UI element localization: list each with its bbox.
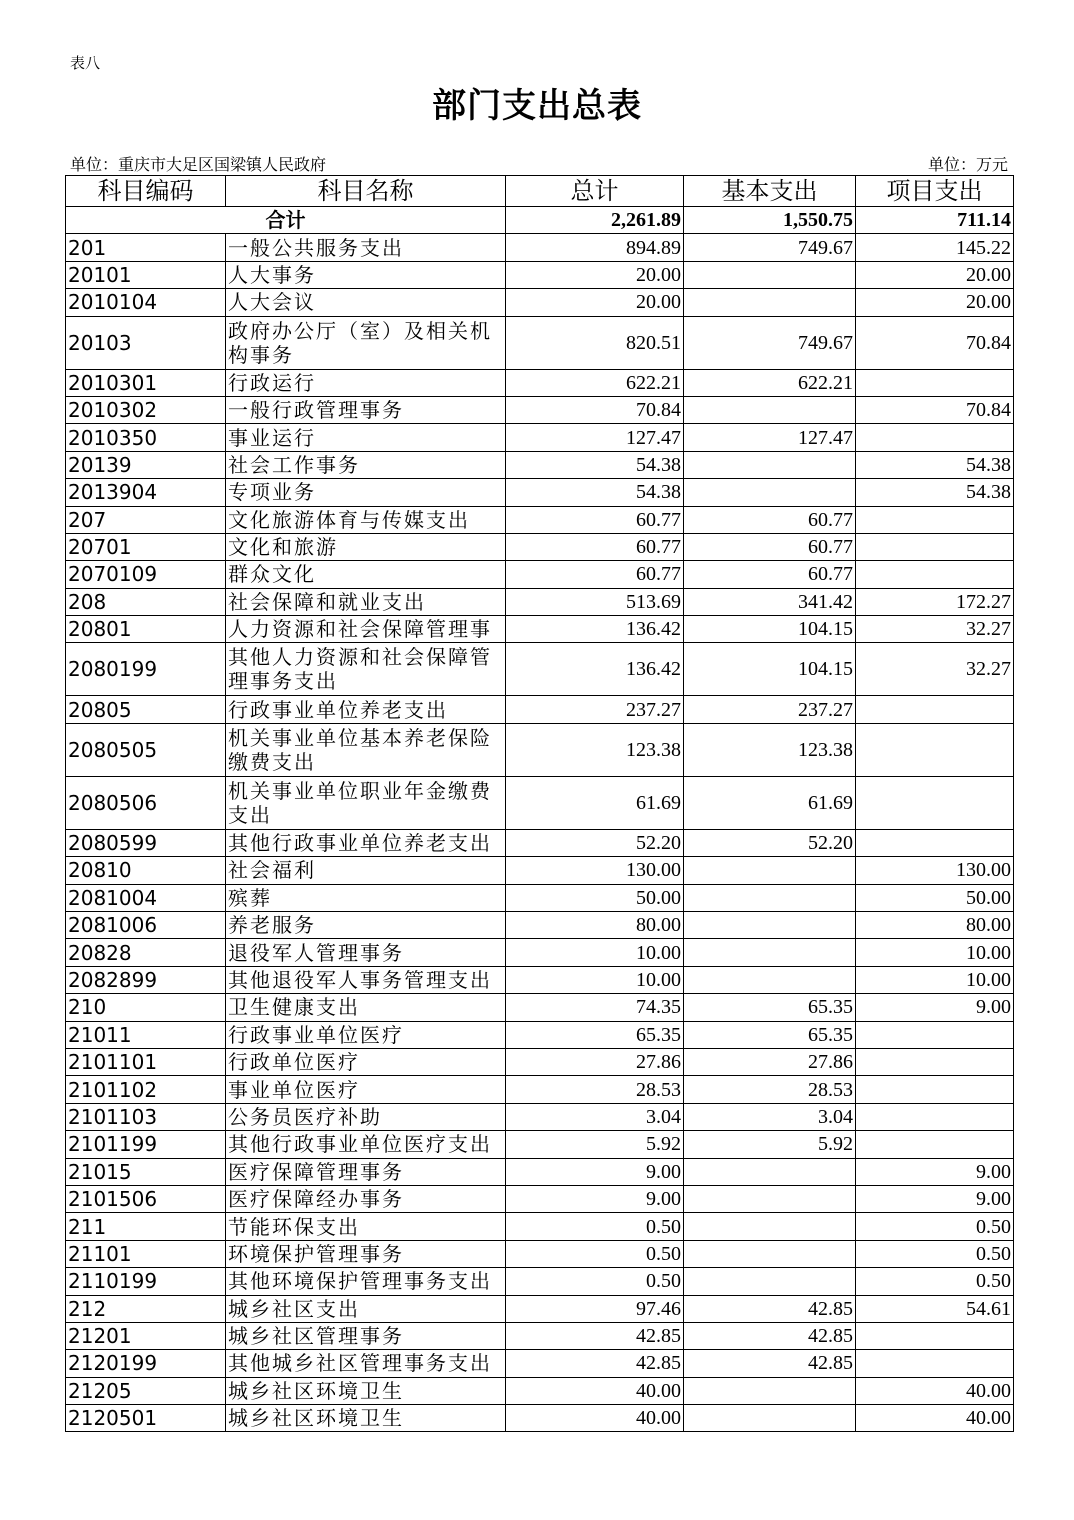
row-code: 2080506 — [66, 776, 226, 829]
row-total: 10.00 — [506, 939, 684, 966]
row-basic — [684, 261, 856, 288]
row-code: 20801 — [66, 616, 226, 643]
row-project — [856, 776, 1014, 829]
row-project: 145.22 — [856, 234, 1014, 261]
row-name: 行政单位医疗 — [226, 1048, 506, 1075]
header-row — [66, 176, 1014, 207]
row-name: 人力资源和社会保障管理事 — [226, 616, 506, 643]
expenditure-table — [65, 175, 1014, 1432]
row-total: 60.77 — [506, 506, 684, 533]
row-total: 0.50 — [506, 1213, 684, 1240]
row-code: 2010104 — [66, 289, 226, 316]
row-code: 2101506 — [66, 1185, 226, 1212]
table-row — [66, 533, 1014, 560]
table-row — [66, 1021, 1014, 1048]
table-row — [66, 289, 1014, 316]
table-row — [66, 857, 1014, 884]
row-basic: 65.35 — [684, 1021, 856, 1048]
row-total: 80.00 — [506, 912, 684, 939]
table-row — [66, 588, 1014, 615]
row-basic — [684, 884, 856, 911]
row-name: 群众文化 — [226, 561, 506, 588]
row-name: 其他城乡社区管理事务支出 — [226, 1350, 506, 1377]
row-code: 20139 — [66, 451, 226, 478]
row-basic — [684, 451, 856, 478]
table-row — [66, 1295, 1014, 1322]
row-name: 一般行政管理事务 — [226, 396, 506, 423]
row-basic: 60.77 — [684, 533, 856, 560]
row-project — [856, 1021, 1014, 1048]
table-row — [66, 1377, 1014, 1404]
row-code: 2080505 — [66, 723, 226, 776]
row-name: 城乡社区环境卫生 — [226, 1405, 506, 1432]
row-project: 20.00 — [856, 289, 1014, 316]
row-total: 42.85 — [506, 1350, 684, 1377]
row-total: 20.00 — [506, 289, 684, 316]
row-project: 50.00 — [856, 884, 1014, 911]
row-name: 文化旅游体育与传媒支出 — [226, 506, 506, 533]
row-name: 行政运行 — [226, 369, 506, 396]
row-total: 894.89 — [506, 234, 684, 261]
row-project: 54.38 — [856, 451, 1014, 478]
row-project — [856, 533, 1014, 560]
row-basic: 749.67 — [684, 234, 856, 261]
row-total: 20.00 — [506, 261, 684, 288]
row-total: 74.35 — [506, 994, 684, 1021]
row-basic: 341.42 — [684, 588, 856, 615]
row-total: 820.51 — [506, 316, 684, 369]
row-total: 97.46 — [506, 1295, 684, 1322]
row-code: 2010350 — [66, 424, 226, 451]
table-row — [66, 396, 1014, 423]
row-code: 20828 — [66, 939, 226, 966]
row-basic: 123.38 — [684, 723, 856, 776]
row-total: 9.00 — [506, 1158, 684, 1185]
table-row — [66, 1350, 1014, 1377]
row-code: 20103 — [66, 316, 226, 369]
row-total: 130.00 — [506, 857, 684, 884]
row-basic: 42.85 — [684, 1350, 856, 1377]
row-name: 环境保护管理事务 — [226, 1240, 506, 1267]
row-total: 123.38 — [506, 723, 684, 776]
table-row — [66, 966, 1014, 993]
row-basic — [684, 857, 856, 884]
row-total: 622.21 — [506, 369, 684, 396]
table-row — [66, 1405, 1014, 1432]
row-basic: 749.67 — [684, 316, 856, 369]
row-name: 城乡社区支出 — [226, 1295, 506, 1322]
row-total: 5.92 — [506, 1131, 684, 1158]
table-row — [66, 1158, 1014, 1185]
table-number-label: 表八 — [70, 54, 101, 72]
row-name: 人大会议 — [226, 289, 506, 316]
row-code: 2013904 — [66, 479, 226, 506]
row-basic: 61.69 — [684, 776, 856, 829]
row-project — [856, 829, 1014, 856]
row-total: 0.50 — [506, 1268, 684, 1295]
row-code: 2070109 — [66, 561, 226, 588]
row-code: 2081004 — [66, 884, 226, 911]
row-code: 21015 — [66, 1158, 226, 1185]
table-row — [66, 616, 1014, 643]
row-code: 2010301 — [66, 369, 226, 396]
row-project: 40.00 — [856, 1377, 1014, 1404]
row-basic — [684, 1158, 856, 1185]
row-basic: 60.77 — [684, 506, 856, 533]
row-name: 政府办公厅（室）及相关机构事务 — [226, 316, 506, 369]
row-name: 专项业务 — [226, 479, 506, 506]
row-code: 2110199 — [66, 1268, 226, 1295]
row-total: 237.27 — [506, 696, 684, 723]
row-basic — [684, 1185, 856, 1212]
row-project: 9.00 — [856, 1185, 1014, 1212]
row-project — [856, 424, 1014, 451]
row-code: 210 — [66, 994, 226, 1021]
row-code: 211 — [66, 1213, 226, 1240]
row-basic: 104.15 — [684, 643, 856, 696]
row-code: 2082899 — [66, 966, 226, 993]
row-code: 2080599 — [66, 829, 226, 856]
row-total: 9.00 — [506, 1185, 684, 1212]
row-total: 50.00 — [506, 884, 684, 911]
row-project — [856, 1350, 1014, 1377]
row-project: 32.27 — [856, 616, 1014, 643]
row-basic — [684, 939, 856, 966]
row-code: 2101101 — [66, 1048, 226, 1075]
row-basic: 27.86 — [684, 1048, 856, 1075]
row-name: 社会保障和就业支出 — [226, 588, 506, 615]
row-total: 40.00 — [506, 1405, 684, 1432]
row-name: 城乡社区环境卫生 — [226, 1377, 506, 1404]
header-code: 科目编码 — [66, 176, 226, 207]
row-name: 人大事务 — [226, 261, 506, 288]
row-project: 10.00 — [856, 966, 1014, 993]
row-basic — [684, 1268, 856, 1295]
row-name: 机关事业单位基本养老保险缴费支出 — [226, 723, 506, 776]
row-code: 208 — [66, 588, 226, 615]
row-total: 136.42 — [506, 616, 684, 643]
header-project: 项目支出 — [856, 176, 1014, 207]
row-project — [856, 506, 1014, 533]
row-code: 2010302 — [66, 396, 226, 423]
row-basic: 42.85 — [684, 1295, 856, 1322]
row-code: 212 — [66, 1295, 226, 1322]
row-project — [856, 1076, 1014, 1103]
row-basic: 3.04 — [684, 1103, 856, 1130]
row-basic: 42.85 — [684, 1322, 856, 1349]
page-title: 部门支出总表 — [432, 86, 642, 126]
row-basic: 237.27 — [684, 696, 856, 723]
row-project — [856, 561, 1014, 588]
row-basic: 5.92 — [684, 1131, 856, 1158]
table-row — [66, 994, 1014, 1021]
row-code: 21011 — [66, 1021, 226, 1048]
table-row — [66, 1322, 1014, 1349]
row-code: 2120199 — [66, 1350, 226, 1377]
row-code: 21201 — [66, 1322, 226, 1349]
table-row — [66, 1240, 1014, 1267]
table-row — [66, 776, 1014, 829]
row-project: 32.27 — [856, 643, 1014, 696]
total-total: 2,261.89 — [506, 207, 684, 234]
row-total: 27.86 — [506, 1048, 684, 1075]
unit-organization: 单位：重庆市大足区国梁镇人民政府 — [70, 155, 327, 174]
table-row — [66, 939, 1014, 966]
table-row — [66, 369, 1014, 396]
table-row — [66, 1048, 1014, 1075]
row-total: 61.69 — [506, 776, 684, 829]
table-row — [66, 723, 1014, 776]
row-code: 2101199 — [66, 1131, 226, 1158]
table-row — [66, 1131, 1014, 1158]
row-name: 卫生健康支出 — [226, 994, 506, 1021]
row-basic: 28.53 — [684, 1076, 856, 1103]
row-total: 136.42 — [506, 643, 684, 696]
row-code: 21205 — [66, 1377, 226, 1404]
row-name: 行政事业单位医疗 — [226, 1021, 506, 1048]
row-total: 65.35 — [506, 1021, 684, 1048]
row-name: 退役军人管理事务 — [226, 939, 506, 966]
row-basic: 622.21 — [684, 369, 856, 396]
row-basic: 104.15 — [684, 616, 856, 643]
table-row — [66, 234, 1014, 261]
row-project: 0.50 — [856, 1240, 1014, 1267]
row-name: 一般公共服务支出 — [226, 234, 506, 261]
header-total: 总计 — [506, 176, 684, 207]
row-basic — [684, 396, 856, 423]
row-project: 10.00 — [856, 939, 1014, 966]
row-total: 42.85 — [506, 1322, 684, 1349]
row-project: 0.50 — [856, 1213, 1014, 1240]
row-name: 养老服务 — [226, 912, 506, 939]
row-name: 节能环保支出 — [226, 1213, 506, 1240]
row-name: 行政事业单位养老支出 — [226, 696, 506, 723]
row-name: 文化和旅游 — [226, 533, 506, 560]
row-project: 130.00 — [856, 857, 1014, 884]
row-project: 0.50 — [856, 1268, 1014, 1295]
row-project: 20.00 — [856, 261, 1014, 288]
row-basic — [684, 1377, 856, 1404]
row-project — [856, 696, 1014, 723]
row-basic: 52.20 — [684, 829, 856, 856]
row-code: 2101103 — [66, 1103, 226, 1130]
table-row — [66, 506, 1014, 533]
row-project: 70.84 — [856, 396, 1014, 423]
row-total: 52.20 — [506, 829, 684, 856]
row-code: 20805 — [66, 696, 226, 723]
table-row — [66, 261, 1014, 288]
row-code: 20101 — [66, 261, 226, 288]
table-row — [66, 479, 1014, 506]
row-name: 其他退役军人事务管理支出 — [226, 966, 506, 993]
row-name: 殡葬 — [226, 884, 506, 911]
row-project: 80.00 — [856, 912, 1014, 939]
row-total: 54.38 — [506, 451, 684, 478]
row-total: 28.53 — [506, 1076, 684, 1103]
row-project — [856, 723, 1014, 776]
table-row — [66, 1185, 1014, 1212]
row-project: 9.00 — [856, 1158, 1014, 1185]
row-name: 其他人力资源和社会保障管理事务支出 — [226, 643, 506, 696]
row-project — [856, 369, 1014, 396]
row-name: 事业单位医疗 — [226, 1076, 506, 1103]
table-row — [66, 1076, 1014, 1103]
row-basic: 65.35 — [684, 994, 856, 1021]
row-total: 127.47 — [506, 424, 684, 451]
table-row — [66, 643, 1014, 696]
table-row — [66, 1213, 1014, 1240]
row-name: 社会福利 — [226, 857, 506, 884]
row-total: 60.77 — [506, 533, 684, 560]
row-name: 社会工作事务 — [226, 451, 506, 478]
row-basic — [684, 966, 856, 993]
row-basic — [684, 1405, 856, 1432]
row-code: 2120501 — [66, 1405, 226, 1432]
row-name: 事业运行 — [226, 424, 506, 451]
table-row — [66, 316, 1014, 369]
header-name: 科目名称 — [226, 176, 506, 207]
row-code: 2101102 — [66, 1076, 226, 1103]
row-total: 70.84 — [506, 396, 684, 423]
table-row — [66, 829, 1014, 856]
row-total: 54.38 — [506, 479, 684, 506]
row-name: 其他环境保护管理事务支出 — [226, 1268, 506, 1295]
row-total: 60.77 — [506, 561, 684, 588]
row-project: 70.84 — [856, 316, 1014, 369]
row-project: 9.00 — [856, 994, 1014, 1021]
table-row — [66, 424, 1014, 451]
row-code: 20810 — [66, 857, 226, 884]
row-total: 513.69 — [506, 588, 684, 615]
row-name: 医疗保障经办事务 — [226, 1185, 506, 1212]
row-basic — [684, 479, 856, 506]
row-name: 公务员医疗补助 — [226, 1103, 506, 1130]
table-row — [66, 912, 1014, 939]
table-row — [66, 561, 1014, 588]
row-basic — [684, 912, 856, 939]
row-total: 0.50 — [506, 1240, 684, 1267]
row-code: 21101 — [66, 1240, 226, 1267]
row-project: 54.38 — [856, 479, 1014, 506]
row-name: 医疗保障管理事务 — [226, 1158, 506, 1185]
row-code: 2081006 — [66, 912, 226, 939]
row-project: 40.00 — [856, 1405, 1014, 1432]
row-total: 3.04 — [506, 1103, 684, 1130]
header-basic: 基本支出 — [684, 176, 856, 207]
row-basic — [684, 1240, 856, 1267]
total-row — [66, 207, 1014, 234]
table-row — [66, 884, 1014, 911]
row-name: 城乡社区管理事务 — [226, 1322, 506, 1349]
row-basic: 127.47 — [684, 424, 856, 451]
table-row — [66, 451, 1014, 478]
row-project: 54.61 — [856, 1295, 1014, 1322]
table-row — [66, 696, 1014, 723]
row-name: 其他行政事业单位医疗支出 — [226, 1131, 506, 1158]
total-project: 711.14 — [856, 207, 1014, 234]
unit-currency: 单位：万元 — [927, 155, 1008, 174]
row-project — [856, 1322, 1014, 1349]
row-project — [856, 1103, 1014, 1130]
row-project — [856, 1048, 1014, 1075]
row-code: 20701 — [66, 533, 226, 560]
row-project — [856, 1131, 1014, 1158]
row-code: 207 — [66, 506, 226, 533]
row-total: 10.00 — [506, 966, 684, 993]
row-basic — [684, 1213, 856, 1240]
table-row — [66, 1268, 1014, 1295]
table-row — [66, 1103, 1014, 1130]
row-project: 172.27 — [856, 588, 1014, 615]
row-name: 其他行政事业单位养老支出 — [226, 829, 506, 856]
total-basic: 1,550.75 — [684, 207, 856, 234]
row-basic: 60.77 — [684, 561, 856, 588]
row-name: 机关事业单位职业年金缴费支出 — [226, 776, 506, 829]
row-code: 201 — [66, 234, 226, 261]
row-total: 40.00 — [506, 1377, 684, 1404]
row-code: 2080199 — [66, 643, 226, 696]
total-label: 合计 — [66, 207, 506, 234]
row-basic — [684, 289, 856, 316]
